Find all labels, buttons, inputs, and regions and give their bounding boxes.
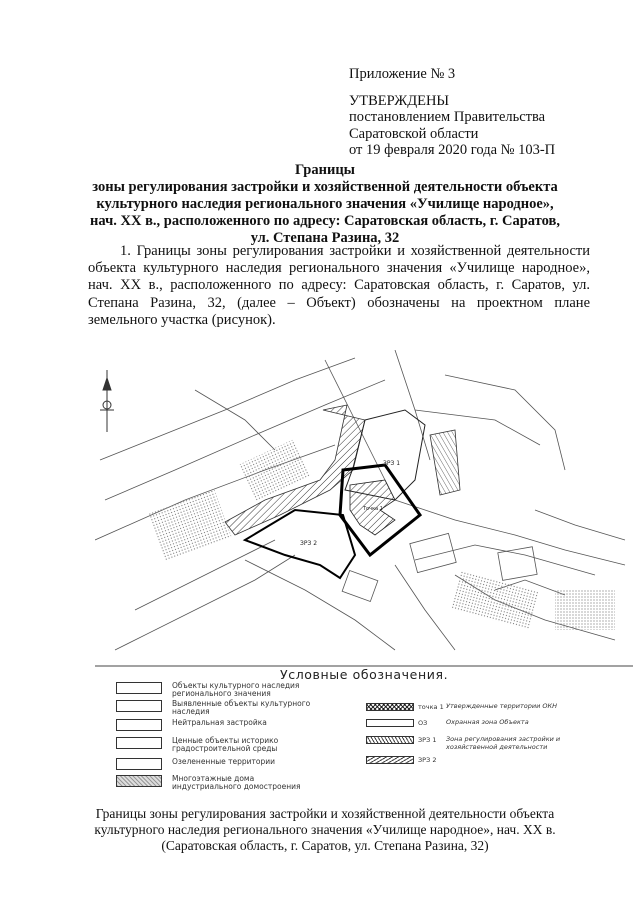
- legend-label: Утвержденные территории ОКН: [446, 702, 558, 710]
- legend-label: Ценные объекты историко градостроительной среды: [172, 736, 279, 753]
- legend-item: [116, 719, 322, 731]
- map-label-object: Точка 1: [363, 506, 383, 512]
- legend-swatch: [116, 775, 162, 787]
- legend-swatch: [116, 719, 162, 731]
- legend-item: [116, 775, 322, 791]
- legend-label: Выявленные объекты культурного наследия: [172, 699, 311, 716]
- zone-hatched-east: [430, 430, 460, 495]
- legend-swatch: [116, 758, 162, 770]
- legend-item: [366, 719, 586, 727]
- cadastral-map: [95, 350, 633, 668]
- legend-code: ЗРЗ 2: [418, 756, 437, 764]
- legend-item: [366, 703, 586, 711]
- title-line-3: культурного наследия регионального значения «Училище народное»,: [96, 196, 554, 212]
- map-label-zone-2: ЗРЗ 2: [300, 540, 318, 547]
- legend-swatch: [366, 736, 414, 744]
- approved-line-3: от 19 февраля 2020 года № 103-П: [349, 142, 556, 158]
- legend-item: [116, 737, 322, 753]
- legend-label: Нейтральная застройка: [172, 718, 267, 727]
- approved-label: УТВЕРЖДЕНЫ: [349, 92, 450, 109]
- title-line-2: зоны регулирования застройки и хозяйственной деятельности объекта: [92, 179, 558, 195]
- legend-label: Зона регулирования застройки и хозяйственной деятельности: [446, 735, 561, 751]
- legend-swatch: [116, 737, 162, 749]
- caption-line-1: Границы зоны регулирования застройки и хозяйственной деятельности объекта: [95, 806, 555, 821]
- legend-code: ЗРЗ 1: [418, 736, 437, 744]
- legend-swatch: [366, 719, 414, 727]
- title-line-5: ул. Степана Разина, 32: [250, 230, 400, 246]
- title-line-4: нач. XX в., расположенного по адресу: Саратовская область, г. Саратов,: [90, 213, 560, 229]
- north-arrow-icon: [100, 370, 114, 432]
- approved-line-2: Саратовской области: [349, 125, 479, 142]
- legend-swatch: [366, 703, 414, 711]
- legend-item: [116, 700, 322, 716]
- legend-item: [366, 736, 586, 751]
- map-label-zone-1: ЗРЗ 1: [383, 460, 401, 467]
- body-paragraph: [88, 243, 590, 329]
- legend-code: точка 1: [418, 703, 444, 711]
- approved-line-1: постановлением Правительства: [349, 109, 546, 125]
- title-line-1: Границы: [294, 162, 355, 178]
- legend-label: Охранная зона Объекта: [446, 718, 529, 726]
- legend-swatch: [116, 682, 162, 694]
- document-title: [70, 162, 580, 247]
- legend-label: Озелененные территории: [172, 757, 276, 766]
- legend-swatch: [366, 756, 414, 764]
- legend-code: ОЗ: [418, 719, 428, 727]
- legend-item: [116, 758, 322, 770]
- appendix-label: Приложение № 3: [349, 66, 456, 82]
- figure-caption: [60, 806, 590, 854]
- legend-item: [366, 756, 586, 764]
- legend-item: [116, 682, 322, 698]
- legend-swatch: [116, 700, 162, 712]
- legend-label: Многоэтажные дома индустриального домостроения: [172, 774, 301, 791]
- paragraph-text: 1. Границы зоны регулирования застройки и хозяйственной деятельности объекта культурного наследия регионального значения «Училище народное», нач. XX в., расположенного по адресу: Саратовская область, г. Саратов, ул. Степана Разина, 32, (далее – Объект) обозначены на проектном плане земельного участка (рисунок).: [88, 243, 590, 328]
- caption-line-2: культурного наследия регионального значения «Училище народное», нач. XX в.: [94, 822, 556, 837]
- approval-header: [349, 66, 629, 159]
- caption-line-3: (Саратовская область, г. Саратов, ул. Степана Разина, 32): [161, 838, 489, 853]
- map-texture: [149, 439, 615, 630]
- legend-title: Условные обозначения.: [280, 667, 449, 682]
- legend-label: Объекты культурного наследия регионального значения: [172, 681, 300, 698]
